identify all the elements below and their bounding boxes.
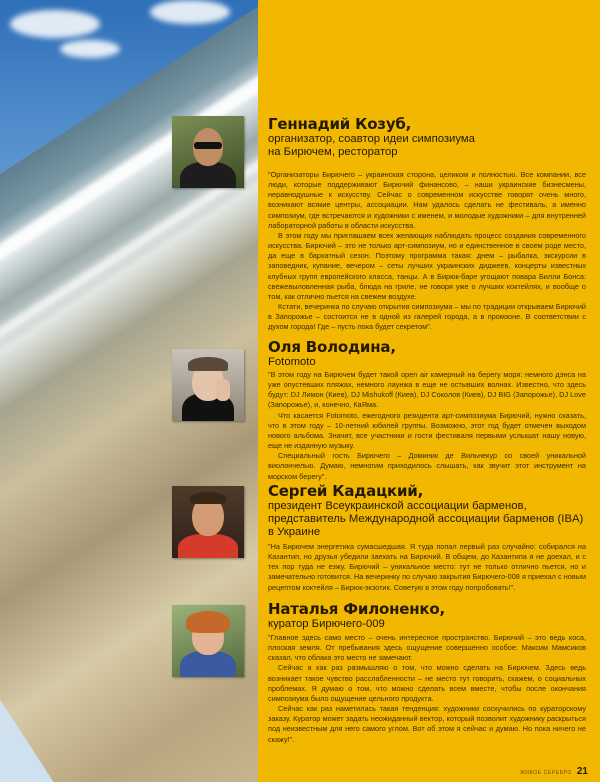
portrait-gennadiy <box>172 116 244 188</box>
quote-paragraph: Сейчас я как раз размышляю о том, что можно сделать на Бирючем. Здесь ведь возникает такое чувство расслабленности – не место тут говорить, скажем, о социальных проблемах. Я думаю о том, что можно сделать всем вместе, чтобы после окончания симпозиума было ощущение цельного продукта. <box>268 663 586 703</box>
person-block <box>268 339 586 482</box>
person-role-line: президент Всеукраинской ассоциации барменов, <box>268 500 527 512</box>
quote-paragraph: Сейчас как раз наметилась такая тенденция: художники соскучились по кураторскому заказу. Куратор может задать неожиданный вектор, который позволит художнику раскрыться под неизвестным для него самого углом. Вот об этом я сейчас и думаю. Но пока ничего не скажу!". <box>268 704 586 744</box>
person-quote <box>268 170 586 333</box>
person-role-line: куратор Бирючего-009 <box>268 618 385 630</box>
portrait-sergey <box>172 486 244 558</box>
person-quote <box>268 542 586 593</box>
person-role-line: на Бирючем, ресторатор <box>268 146 398 158</box>
person-role-line: представитель Международной ассоциации барменов (IBA) <box>268 513 584 525</box>
quote-paragraph: Специальный гость Бирючего – Доминик де Вильнекур со своей уникальной виолончелью. Думаю, немногим приходилось слышать, как звучит этот инструмент на морском берегу". <box>268 451 586 481</box>
portrait-natalya <box>172 605 244 677</box>
person-role-line: Fotomoto <box>268 356 316 368</box>
quote-paragraph: В этом году мы приглашаем всех желающих наблюдать процесс создания современного искусства. Бирючий – это не только арт-симпозиум, но и единственное в своем роде место, да еще в бархатный сезон. Поэтому программа такая: днем – рыбалка, экскурсии в заповедник, купание, вечером – сеты лучших украинских диджеев, концерты известных клубных групп европейского класса, танцы. А в Бирюк-баре угощают повара Билли Бонса: свежевыловленная рыба, блюда на гриле, не говоря уже о лучших коктейлях, и вообще о том, как отлично пьется на свежем воздухе. <box>268 230 586 301</box>
quote-paragraph: Кстати, вечеринка по случаю открытия симпозиума – мы по традиции открываем Бирючий в Запорожье – состоится не в одной из галерей города, а в промзоне. В соответствии с духом города! Где – пусть пока будет секретом". <box>268 302 586 332</box>
quote-paragraph: "Главное здесь само место – очень интересное пространство. Бирючий – это ведь коса, плоская земля. От пребывания здесь ощущение совершенно особое: Максим Мамсиков сказал, что облака это место не замечают. <box>268 633 586 663</box>
person-name: Наталья Филоненко, <box>268 600 445 618</box>
person-role-line: в Украине <box>268 526 321 538</box>
person-name: Геннадий Козуб, <box>268 115 412 133</box>
quote-paragraph: "Организаторы Бирючего – украинская сторона, целиком и полностью. Все компании, все люди, которые поддерживают Бирючий финансово, – наши украинские бизнесмены, неравнодушные к искусству. Сейчас о современном искусстве говорят очень много, возникают всякие центры, ассоциации. Нам удалось сделать не фестиваль, а именно симпозиум, где встречаются и художники с именем, и молодые художники – для внутренней лабораторной работы в области искусства. <box>268 170 586 230</box>
portrait-olya <box>172 349 244 421</box>
person-quote <box>268 370 586 482</box>
person-block <box>268 483 586 593</box>
quote-paragraph: "На Бирючем энергетика сумасшедшая. Я туда попал первый раз случайно: собирался на Казантип, но друзья убедили заехать на Бирючий. В общем, до Казантипа я не доехал, и с тех пор туда не езжу. Бирючий – уникальное место: тут не только отлично пьется, но и замечательно готовится. На вечеринку по случаю закрытия Бирючего-008 я приехал с новым рецептом коктейля – Бирюк-экзотик. Советую в этом году попробовать!". <box>268 542 586 592</box>
person-block <box>268 601 586 745</box>
magazine-name: ЖИВОЕ СЕРЕБРО <box>520 770 572 776</box>
person-name: Оля Володина, <box>268 338 396 356</box>
quote-paragraph: "В этом году на Бирючем будет такой open air камерный на берегу моря: немного дэнса на уже опустевших пляжах, немного лаунжа в еще не остывших волнах. Известно, что здесь будут: DJ Лимон (Киев), DJ Mishukoff (Киев), DJ Соколов (Киев), DJ BIG (Запорожье), DJ Love (Запорожье), и, конечно, КаЯма. <box>268 370 586 410</box>
person-block <box>268 116 586 333</box>
person-quote <box>268 633 586 745</box>
person-role-line: организатор, соавтор идеи симпозиума <box>268 133 475 145</box>
page-number: 21 <box>576 766 588 777</box>
quote-paragraph: Что касается Fotomoto, ежегодного резидента арт-симпозиума Бирючий, нужно сказать, что в этом году – 10-летний юбилей группы. Возможно, этот год будет отмечен выходом нового альбома. Значит, все участники и гости фестиваля первыми услышат нашу новую, еще не изданную музыку. <box>268 410 586 451</box>
person-name: Сергей Кадацкий, <box>268 482 424 500</box>
page-folio <box>520 766 588 777</box>
